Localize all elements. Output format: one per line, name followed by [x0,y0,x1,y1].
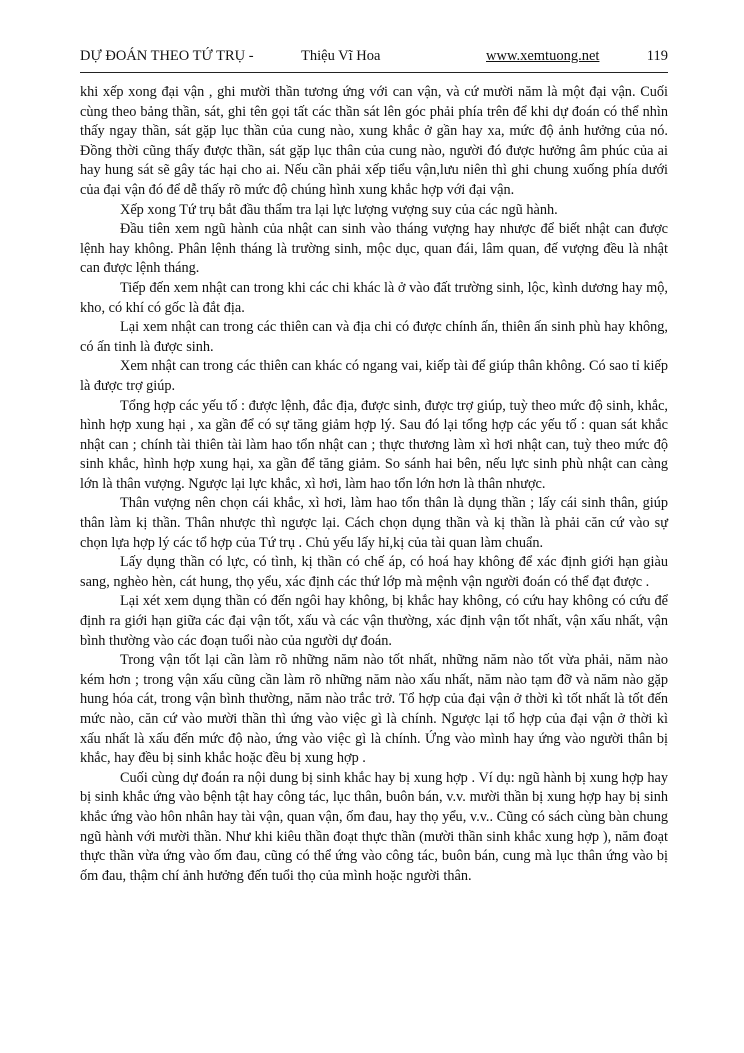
paragraph: Thân vượng nên chọn cái khắc, xì hơi, làm hao tổn thân là dụng thần ; lấy cái sinh thân, giúp thân làm kị thần. Thân nhược thì ngược lại. Cách chọn dụng thần và kị thần là phải căn cứ vào sự chọn lựa hợp lý các tổ hợp của Tứ trụ . Chủ yếu lấy hỉ,kị của tài quan làm chuẩn. [80,495,668,551]
paragraph: Tiếp đến xem nhật can trong khi các chi khác là ở vào đất trường sinh, lộc, kình dương hay mộ, kho, có khí có gốc là đắt địa. [80,279,668,316]
paragraph: Đầu tiên xem ngũ hành của nhật can sinh vào tháng vượng hay nhược để biết nhật can được lệnh hay không. Phân lệnh tháng là trường sinh, mộc dục, quan đái, lâm quan, đế vượng đều là nhật can được lệnh tháng. [80,221,668,277]
paragraph: Lấy dụng thần có lực, có tình, kị thần có chế áp, có hoá hay không để xác định giới hạn giàu sang, nghèo hèn, cát hung, thọ yểu, xác định các thứ lớp mà mệnh vận người đoán có thể đạt được . [80,554,668,590]
paragraph: Trong vận tốt lại cần làm rõ những năm nào tốt nhất, những năm nào tốt vừa phải, năm nào kém hơn ; trong vận xấu cũng cần làm rõ những năm nào xấu nhất, năm nào tạm đỡ và năm nào gặp hung hóa cát, trong vận bình thường, năm nào trắc trở. Tổ hợp của đại vận ở thời kì tốt nhất là tốt đến mức nào, căn cứ vào mười thần thì ứng vào việc gì là chính. Ngược lại tổ hợp của đại vận ở thời kì xấu nhất là xấu đến mức độ nào, ứng vào việc gì là chính. Ứng vào mình hay ứng vào người thân bị khắc, hay đều bị sinh khắc hoặc đều bị xung hợp . [80,652,668,767]
body-text [80,83,668,886]
book-title: DỰ ĐOÁN THEO TỨ TRỤ - [80,48,254,64]
paragraph: Xếp xong Tứ trụ bắt đầu thẩm tra lại lực lượng vượng suy của các ngũ hành. [120,201,558,218]
paragraph: Lại xét xem dụng thần có đến ngôi hay không, bị khắc hay không, có cứu hay không có cứu để định ra giới hạn giữa các đại vận tốt, xấu và các vận thường, xác định vận tốt nhất, vận xấu nhất, vận bình thường vào các đoạn tuổi nào của người dự đoán. [80,593,668,649]
paragraph: Cuối cùng dự đoán ra nội dung bị sinh khắc hay bị xung hợp . Ví dụ: ngũ hành bị xung hợp hay bị sinh khắc ứng vào bệnh tật hay công tác, lục thân, buôn bán, v.v. mười thần bị xung hợp hay bị sinh khắc ứng vào hôn nhân hay tài vận, quan vận, ốm đau, hay thọ yểu, v.v.. Cũng có sách cùng bàn chung ngũ hành với mười thần. Như khi kiêu thần đoạt thực thần (mười thần sinh khắc xung hợp ), năm đoạt thực thần vừa ứng vào ốm đau, cũng có thể ứng vào công tác, buôn bán, cung mà lục thân ứng vào bị ốm đau, thậm chí ảnh hưởng đến tuổi thọ của mình hoặc người thân. [80,769,668,884]
website-link[interactable]: www.xemtuong.net [486,48,600,64]
paragraph: Xem nhật can trong các thiên can khác có ngang vai, kiếp tài để giúp thân không. Có sao tỉ kiếp là được trợ giúp. [80,358,668,394]
author-name: Thiệu Vĩ Hoa [301,48,381,64]
page-number: 119 [646,48,668,64]
paragraph: Tổng hợp các yếu tố : được lệnh, đắc địa, được sinh, được trợ giúp, tuỳ theo mức độ sinh, khắc, hình hợp xung hại , xa gần để có sự tăng giảm hợp lý. Sau đó lại tổng hợp các yếu tố : quan sát khắc nhật can ; chính tài thiên tài làm hao tổn nhật can ; thực thương làm xì hơi nhật can, tuỳ theo mức độ sinh khắc, hình hợp xung hại, xa gần để tăng giảm. So sánh hai bên, nếu lực sinh phù nhật can càng lớn là thân vượng. Ngược lại lực khắc, xì hơi, làm hao tổn lớn hơn là thân nhược. [80,397,668,492]
header-divider [80,72,668,73]
paragraph: khi xếp xong đại vận , ghi mười thần tương ứng với can vận, và cứ mười năm là một đại vận. Cuối cùng theo bảng thần, sát, ghi tên gọi tất các thần sát lên góc phải phía trên để khi dự đoán có thể nhìn thấy ngay thần, sát gặp lục thần của cung nào, xung khắc ở gần hay xa, mức độ ảnh hưởng của nó. Đồng thời cũng thấy được thần, sát gặp lục thân của cung nào, người đó được hưởng âm phúc của ai hay hung sát sẽ gây tác hại cho ai. Nếu cần phải xếp tiểu vận,lưu niên thì ghi chung xuống phía dưới của đại vận đó để dễ thấy rõ mức độ chúng hình xung khắc hợp với đại vận. [80,84,668,198]
page-header [80,46,668,68]
paragraph: Lại xem nhật can trong các thiên can và địa chi có được chính ấn, thiên ấn sinh phù hay không, có ấn tinh là được sinh. [80,319,668,355]
